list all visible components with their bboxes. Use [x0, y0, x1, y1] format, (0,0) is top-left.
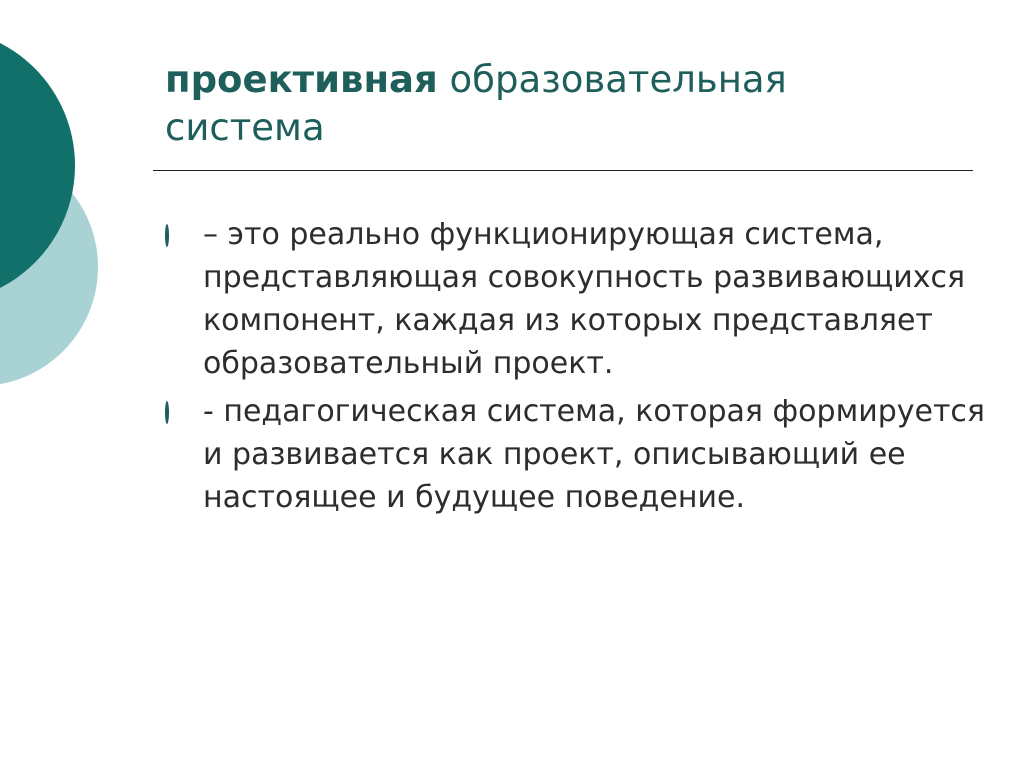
- title-regular-term: образовательная система: [165, 58, 787, 149]
- list-item: [165, 213, 985, 385]
- bullet-marker: [165, 390, 203, 422]
- list-item: [165, 390, 985, 519]
- hollow-circle-icon: [165, 224, 169, 247]
- bullet-marker: [165, 213, 203, 245]
- bullet-text: – это реально функционирующая система, представляющая совокупность развивающихся компонент, каждая из которых представляет образовательный проект.: [203, 217, 966, 381]
- slide-title: [165, 56, 925, 152]
- title-divider: [153, 170, 973, 171]
- definition-list: [165, 213, 985, 524]
- bullet-text: - педагогическая система, которая формируется и развивается как проект, описывающий ее настоящее и будущее поведение.: [203, 394, 985, 515]
- title-bold-term: проективная: [165, 58, 438, 101]
- hollow-circle-icon: [165, 401, 169, 424]
